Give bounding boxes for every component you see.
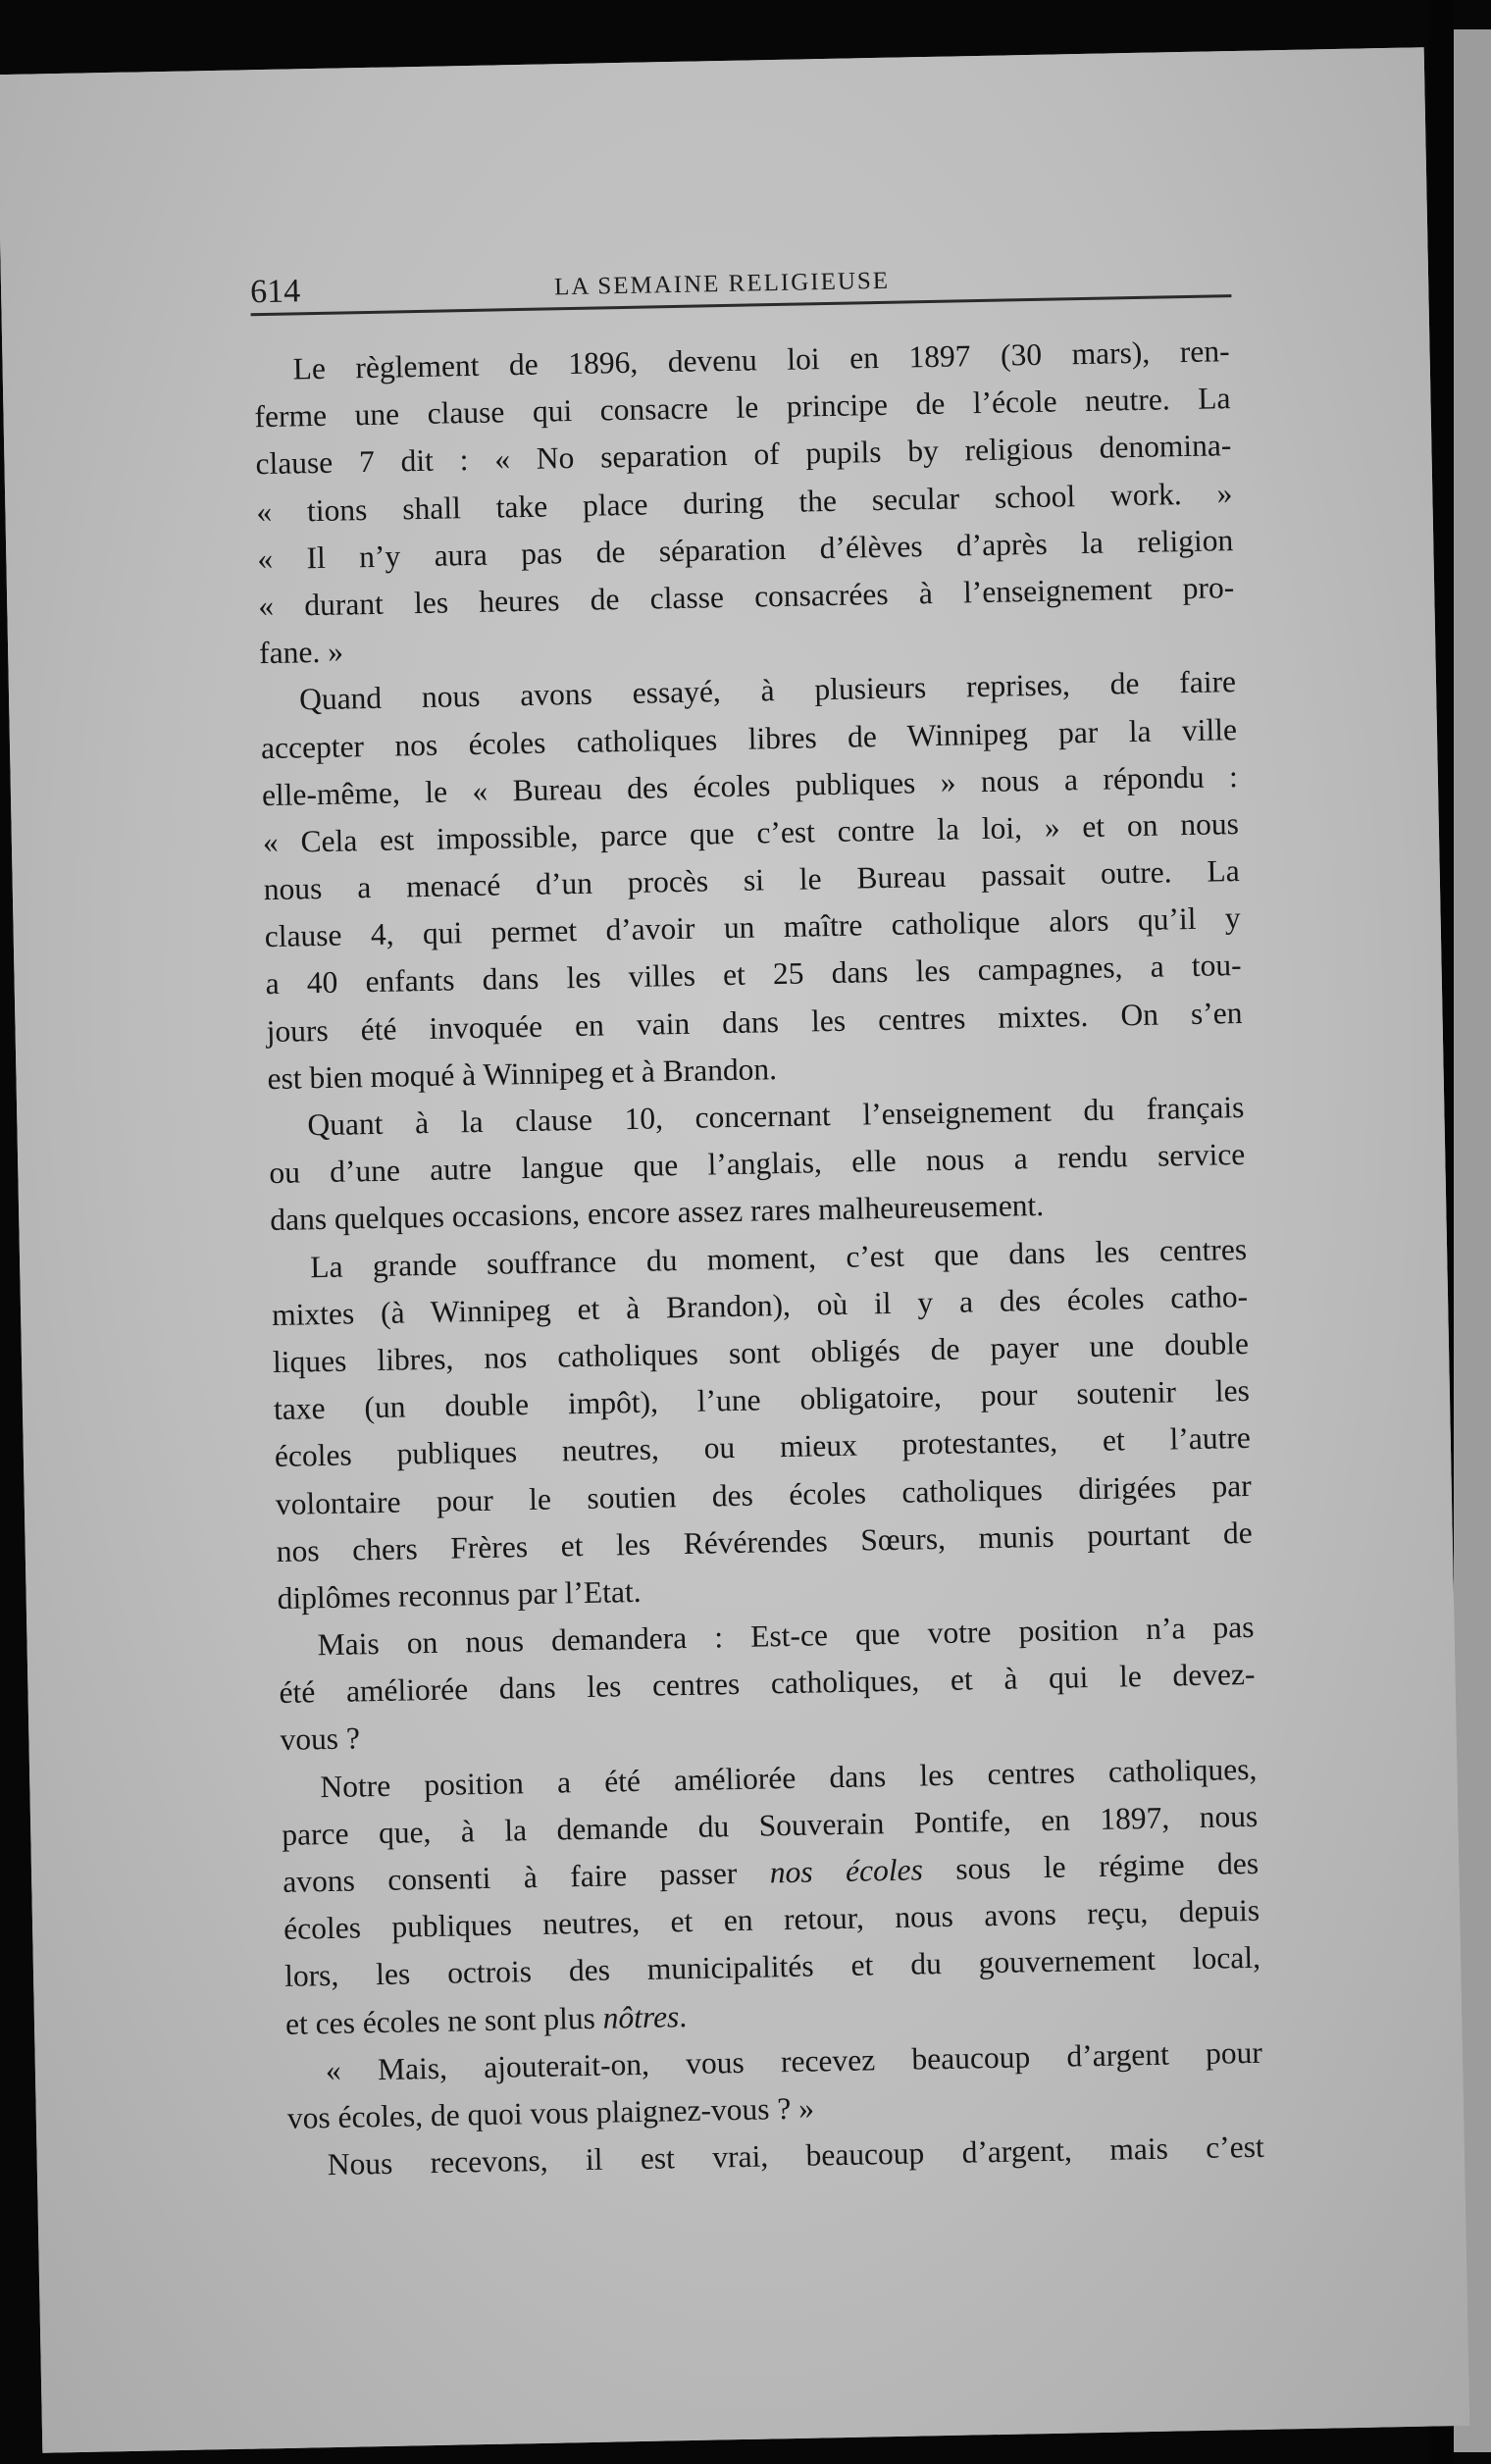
italic-phrase: nos écoles [769, 1852, 924, 1890]
page-number: 614 [249, 273, 301, 311]
text-line: vous ? [280, 1720, 361, 1758]
text-line: liques libres, nos catholiques sont obligés de payer une double [272, 1325, 1250, 1379]
text-line: Mais on nous demandera : Est-ce que votre position n’a pas [317, 1609, 1255, 1663]
text-line: Le règlement de 1896, devenu loi en 1897 (30 mars), ren- [292, 334, 1230, 386]
text-line: Nous recevons, il est vrai, beaucoup d’argent, mais c’est [327, 2129, 1264, 2182]
text-line: jours été invoquée en vain dans les centres mixtes. On s’en [266, 995, 1243, 1049]
text-line: été améliorée dans les centres catholiques, et à qui le devez- [279, 1657, 1256, 1711]
text-line: taxe (un double impôt), l’une obligatoire, pour soutenir les [273, 1373, 1251, 1427]
italic-phrase: nôtres [602, 1998, 680, 2035]
book-page [0, 47, 1469, 2452]
text-line: ou d’une autre langue que l’anglais, elle nous a rendu service [269, 1137, 1246, 1191]
text-line: clause 7 dit : « No separation of pupils by religious denomina- [255, 428, 1232, 482]
text-line: « tions shall take place during the secular school work. » [256, 475, 1233, 529]
text-line: « Cela est impossible, parce que c’est contre la loi, » et on nous [262, 805, 1240, 860]
body-text [253, 328, 1264, 2189]
text-line: est bien moqué à Winnipeg et à Brandon. [267, 1051, 778, 1096]
text-line: Notre position a été améliorée dans les centres catholiques, [320, 1751, 1258, 1804]
text-line: écoles publiques neutres, et en retour, nous avons reçu, depuis [283, 1893, 1260, 1947]
line-text: sous le régime des [922, 1845, 1260, 1887]
text-line: volontaire pour le soutien des écoles catholiques dirigées par [275, 1467, 1253, 1521]
text-line: « Mais, ajouterait-on, vous recevez beaucoup d’argent pour [325, 2034, 1263, 2087]
line-text: et ces écoles ne sont plus [284, 2000, 604, 2041]
text-line: mixtes (à Winnipeg et à Brandon), où il y a des écoles catho- [271, 1278, 1249, 1332]
text-line: écoles publiques neutres, ou mieux protestantes, et l’autre [274, 1420, 1252, 1474]
text-line: parce que, à la demande du Souverain Pontife, en 1897, nous [282, 1798, 1259, 1852]
text-line: a 40 enfants dans les villes et 25 dans les campagnes, a tou- [265, 948, 1242, 1001]
text-line: ferme une clause qui consacre le principe de l’école neutre. La [254, 381, 1231, 435]
text-line: nous a menacé d’un procès si le Bureau passait outre. La [263, 853, 1241, 907]
line-text: avons consenti à faire passer [282, 1855, 771, 1899]
text-line: « Il n’y aura pas de séparation d’élèves d’après la religion [257, 522, 1234, 576]
text-line: Quand nous avons essayé, à plusieurs reprises, de faire [298, 664, 1237, 717]
text-line: dans quelques occasions, encore assez rares malheureusement. [269, 1188, 1045, 1238]
text-line: accepter nos écoles catholiques libres de Winnipeg par la ville [260, 711, 1238, 765]
text-line: lors, les octrois des municipalités et du gouvernement local, [283, 1940, 1261, 1994]
text-line: fane. » [258, 634, 344, 671]
text-line: elle-même, le « Bureau des écoles publiques » nous a répondu : [261, 758, 1239, 812]
text-line: « durant les heures de classe consacrées à l’enseignement pro- [257, 570, 1235, 624]
text-line: nos chers Frères et les Révérendes Sœurs, munis pourtant de [276, 1514, 1253, 1568]
line-text: . [678, 1998, 688, 2033]
text-line: Quant à la clause 10, concernant l’enseignement du français [307, 1089, 1245, 1143]
text-line: diplômes reconnus par l’Etat. [277, 1573, 642, 1616]
text-line: vos écoles, de quoi vous plaignez-vous ? » [286, 2090, 815, 2135]
text-line: clause 4, qui permet d’avoir un maître catholique alors qu’il y [264, 900, 1241, 954]
running-title: LA SEMAINE RELIGIEUSE [553, 267, 891, 301]
text-line: La grande souffrance du moment, c’est que dans les centres [309, 1231, 1248, 1284]
